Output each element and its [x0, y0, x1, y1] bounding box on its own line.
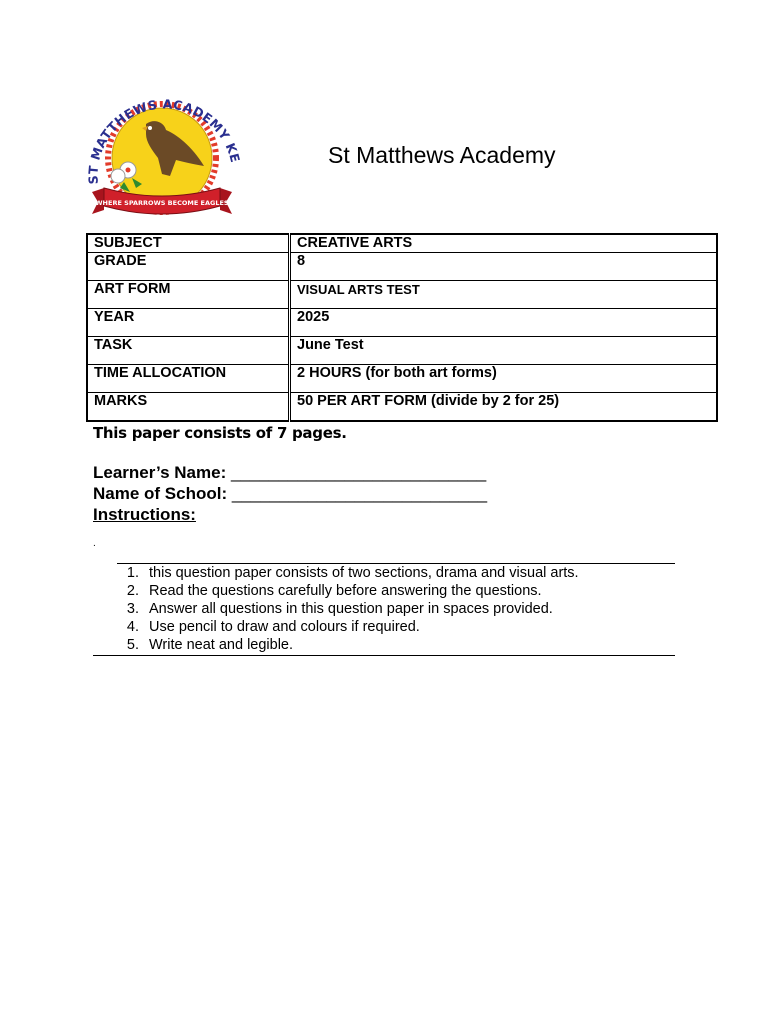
instructions-list [93, 564, 579, 654]
details-row [87, 281, 717, 309]
school-name-title: St Matthews Academy [328, 142, 556, 168]
crest-motto-text: WHERE SPARROWS BECOME EAGLES [95, 199, 229, 207]
school-name-blank[interactable]: ___________________________ [231, 484, 488, 503]
details-label: MARKS [87, 393, 290, 422]
instruction-text: Write neat and legible. [149, 637, 294, 653]
details-row [87, 309, 717, 337]
school-name-field[interactable] [93, 484, 487, 504]
details-label: YEAR [87, 309, 290, 337]
instruction-item [93, 618, 579, 636]
instruction-text: this question paper consists of two sections, drama and visual arts. [149, 565, 579, 581]
school-crest-logo [84, 84, 240, 222]
school-name-label: Name of School: [93, 484, 228, 503]
instruction-item [93, 582, 579, 600]
learner-name-blank[interactable]: ___________________________ [230, 463, 487, 482]
instruction-number: 1. [126, 565, 139, 581]
instruction-text: Read the questions carefully before answering the questions. [149, 583, 542, 599]
details-label: TIME ALLOCATION [87, 365, 290, 393]
instruction-text: Answer all questions in this question paper in spaces provided. [149, 601, 553, 617]
instructions-heading: Instructions: [93, 505, 196, 524]
instruction-item [93, 564, 579, 582]
instruction-number: 5. [126, 637, 139, 653]
details-row [87, 393, 717, 422]
details-value: June Test [290, 337, 718, 365]
details-value: VISUAL ARTS TEST [290, 281, 718, 309]
details-label: TASK [87, 337, 290, 365]
instruction-number: 2. [126, 583, 139, 599]
details-label: GRADE [87, 253, 290, 281]
details-label: ART FORM [87, 281, 290, 309]
instruction-item [93, 600, 579, 618]
details-value: 2025 [290, 309, 718, 337]
pages-note: This paper consists of 7 pages. [93, 424, 347, 442]
instruction-number: 4. [126, 619, 139, 635]
details-value: CREATIVE ARTS [290, 234, 718, 253]
details-table [86, 233, 718, 422]
details-value: 2 HOURS (for both art forms) [290, 365, 718, 393]
instruction-number: 3. [126, 601, 139, 617]
details-row [87, 365, 717, 393]
details-value: 8 [290, 253, 718, 281]
crest-ring-text: ST MATTHEWS ACADEMY K [85, 96, 240, 185]
details-value: 50 PER ART FORM (divide by 2 for 25) [290, 393, 718, 422]
instructions-bottom-rule [93, 655, 675, 656]
instructions-marker: . [93, 538, 96, 549]
details-row [87, 253, 717, 281]
learner-name-field[interactable] [93, 463, 486, 483]
details-row [87, 337, 717, 365]
instruction-item [93, 636, 579, 654]
instruction-text: Use pencil to draw and colours if required. [149, 619, 420, 635]
details-row [87, 234, 717, 253]
details-label: SUBJECT [87, 234, 290, 253]
learner-name-label: Learner’s Name: [93, 463, 227, 482]
